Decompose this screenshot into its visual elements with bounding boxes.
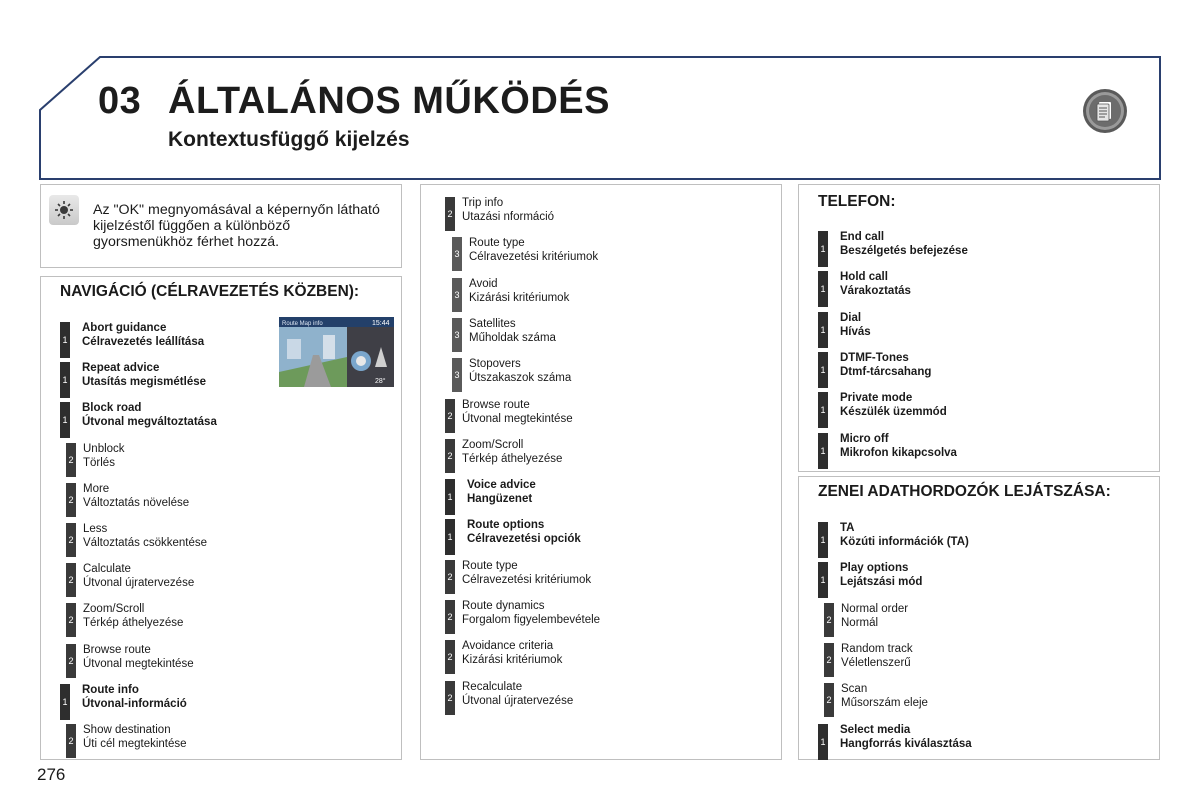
menu-item-en: Random track <box>841 642 913 655</box>
menu-level-badge: 2 <box>66 483 76 517</box>
menu-item-en: Unblock <box>83 442 125 455</box>
menu-item-hu: Törlés <box>83 456 115 469</box>
menu-item-text <box>840 561 922 589</box>
menu-item-text <box>83 442 125 470</box>
thumbnail-status: Route Map info <box>282 321 323 327</box>
menu-item-en: Play options <box>840 562 909 575</box>
menu-item-en: Repeat advice <box>82 362 160 375</box>
menu-level-badge: 1 <box>60 322 70 358</box>
menu-item-text <box>82 683 187 711</box>
menu-item-hu: Célravezetési kritériumok <box>462 573 592 586</box>
intro-text: Az "OK" megnyomásával a képernyőn látható kijelzéstől függően a különböző gyorsmenükhöz férhet hozzá. <box>93 202 380 250</box>
media-title: ZENEI ADATHORDOZÓK LEJÁTSZÁSA: <box>818 483 1111 500</box>
menu-item-text <box>462 680 573 708</box>
menu-item-en: Recalculate <box>462 680 523 693</box>
menu-level-badge: 2 <box>445 197 455 231</box>
menu-level-badge: 2 <box>445 399 455 433</box>
menu-item-en: Zoom/Scroll <box>83 603 145 616</box>
telefon-title: TELEFON: <box>818 193 896 210</box>
media-panel <box>798 476 1160 760</box>
menu-item-en: Trip info <box>462 197 504 209</box>
menu-level-badge: 2 <box>824 643 834 677</box>
menu-item-text <box>841 682 928 710</box>
menu-item-en: Browse route <box>83 643 151 656</box>
menu-level-badge: 1 <box>60 684 70 720</box>
menu-item-text <box>841 602 908 630</box>
menu-item-en: Browse route <box>462 398 530 411</box>
menu-item-hu: Műholdak száma <box>469 331 556 344</box>
menu-item-en: Private mode <box>840 392 913 405</box>
menu-level-badge: 1 <box>818 231 828 267</box>
menu-item-en: Route dynamics <box>462 600 545 612</box>
menu-level-badge: 2 <box>66 563 76 597</box>
menu-level-badge: 2 <box>66 443 76 477</box>
menu-level-badge: 1 <box>818 312 828 348</box>
menu-level-badge: 3 <box>452 318 462 352</box>
navigation-continued-panel <box>420 184 782 760</box>
menu-item-en: TA <box>840 522 855 534</box>
menu-item-hu: Úti cél megtekintése <box>83 738 187 750</box>
menu-item-text <box>469 357 571 385</box>
page-title: ÁLTALÁNOS MŰKÖDÉS <box>168 80 610 122</box>
menu-item-hu: Célravezetési opciók <box>467 533 581 546</box>
menu-item-hu: Kizárási kritériumok <box>462 654 563 667</box>
menu-item-hu: Utasítás megismétlése <box>82 376 207 389</box>
menu-item-en: More <box>83 482 110 495</box>
menu-item-hu: Útvonal újratervezése <box>462 694 574 707</box>
menu-item-text <box>462 599 600 627</box>
menu-item-hu: Térkép áthelyezése <box>462 452 563 465</box>
menu-item-text <box>840 432 957 460</box>
menu-item-text <box>462 559 591 587</box>
menu-item-en: Calculate <box>83 563 131 576</box>
menu-item-en: Route info <box>82 683 139 696</box>
menu-level-badge: 1 <box>60 362 70 398</box>
menu-item-hu: Útvonal-információ <box>82 697 187 710</box>
menu-item-text <box>840 351 931 379</box>
menu-level-badge: 2 <box>445 560 455 594</box>
menu-level-badge: 1 <box>818 522 828 558</box>
menu-item-text <box>469 317 556 345</box>
menu-item-hu: Hangforrás kiválasztása <box>840 737 972 750</box>
menu-item-en: Dial <box>840 311 862 324</box>
menu-item-text <box>840 391 947 419</box>
menu-item-text <box>82 361 206 389</box>
menu-level-badge: 2 <box>66 724 76 758</box>
menu-level-badge: 3 <box>452 358 462 392</box>
menu-item-hu: Beszélgetés befejezése <box>840 245 968 257</box>
menu-item-en: Abort guidance <box>82 322 167 334</box>
navigation-title: NAVIGÁCIÓ (CÉLRAVEZETÉS KÖZBEN): <box>60 283 360 300</box>
menu-item-en: Micro off <box>840 432 889 445</box>
menu-item-en: Normal order <box>841 602 909 615</box>
menu-item-hu: Műsorszám eleje <box>841 697 928 710</box>
menu-item-en: Route type <box>469 237 525 250</box>
menu-item-text <box>462 438 562 466</box>
menu-item-hu: Utazási nformáció <box>462 211 555 223</box>
menu-level-badge: 1 <box>818 724 828 760</box>
menu-level-badge: 1 <box>818 392 828 428</box>
menu-item-hu: Változtatás csökkentése <box>83 537 208 549</box>
menu-level-badge: 3 <box>452 278 462 312</box>
menu-item-en: Avoid <box>469 277 498 290</box>
menu-item-en: Less <box>83 523 108 535</box>
menu-item-hu: Célravezetés leállítása <box>82 336 205 348</box>
menu-item-hu: Hívás <box>840 325 871 338</box>
menu-item-en: End call <box>840 231 885 243</box>
menu-level-badge: 2 <box>445 681 455 715</box>
menu-level-badge: 2 <box>66 644 76 678</box>
menu-item-en: Avoidance criteria <box>462 640 554 653</box>
menu-level-badge: 3 <box>452 237 462 271</box>
menu-item-en: Route type <box>462 559 518 572</box>
menu-level-badge: 1 <box>445 479 455 515</box>
menu-item-text <box>82 321 204 349</box>
page-subtitle: Kontextusfüggő kijelzés <box>168 128 410 151</box>
thumbnail-temp: 28° <box>375 378 386 385</box>
menu-item-text <box>83 482 189 510</box>
menu-item-text <box>840 270 911 298</box>
chapter-number: 03 <box>98 80 142 122</box>
menu-level-badge: 2 <box>66 523 76 557</box>
dial-knob-icon <box>49 195 79 225</box>
menu-item-text <box>469 277 569 305</box>
menu-item-text <box>841 642 913 670</box>
menu-level-badge: 2 <box>824 603 834 637</box>
page-number: 276 <box>37 765 66 784</box>
menu-item-hu: Hangüzenet <box>467 493 533 506</box>
menu-item-text <box>840 311 871 339</box>
menu-item-en: Select media <box>840 723 911 736</box>
menu-level-badge: 2 <box>66 603 76 637</box>
menu-item-en: Zoom/Scroll <box>462 438 524 451</box>
menu-item-text <box>840 723 972 751</box>
menu-item-hu: Útszakaszok száma <box>469 372 572 385</box>
menu-level-badge: 1 <box>60 402 70 438</box>
menu-item-hu: Véletlenszerű <box>841 656 911 669</box>
document-icon <box>1082 88 1128 134</box>
thumbnail-time: 15:44 <box>372 320 390 327</box>
intro-panel <box>40 184 402 268</box>
navigation-panel <box>40 276 402 760</box>
screen-thumbnail <box>279 317 394 387</box>
menu-level-badge: 1 <box>818 271 828 307</box>
menu-item-text <box>83 602 183 630</box>
menu-item-hu: Útvonal megtekintése <box>462 412 573 425</box>
menu-item-hu: Normál <box>841 616 879 629</box>
menu-level-badge: 2 <box>445 640 455 674</box>
menu-item-text <box>469 236 598 264</box>
menu-item-en: Satellites <box>469 317 516 330</box>
telefon-panel <box>798 184 1160 472</box>
menu-item-hu: Kizárási kritériumok <box>469 291 570 304</box>
menu-item-hu: Célravezetési kritériumok <box>469 251 599 264</box>
menu-item-text <box>840 521 969 549</box>
menu-item-en: Route options <box>467 519 545 532</box>
menu-level-badge: 2 <box>824 683 834 717</box>
menu-item-hu: Közúti információk (TA) <box>840 536 969 548</box>
menu-level-badge: 2 <box>445 439 455 473</box>
menu-item-hu: Útvonal megváltoztatása <box>82 416 217 429</box>
menu-item-text <box>467 518 581 546</box>
menu-item-text <box>83 643 194 671</box>
menu-item-hu: Útvonal újratervezése <box>83 577 195 590</box>
menu-item-hu: Dtmf-tárcsahang <box>840 365 932 378</box>
menu-item-en: Show destination <box>83 724 171 736</box>
menu-item-text <box>462 398 573 426</box>
menu-item-text <box>82 401 217 429</box>
menu-item-hu: Térkép áthelyezése <box>83 617 184 630</box>
menu-level-badge: 1 <box>818 562 828 598</box>
menu-level-badge: 2 <box>445 600 455 634</box>
menu-item-en: Voice advice <box>467 479 536 492</box>
menu-level-badge: 1 <box>818 433 828 469</box>
menu-item-hu: Készülék üzemmód <box>840 406 947 419</box>
menu-item-hu: Forgalom figyelembevétele <box>462 614 601 626</box>
menu-item-text <box>83 522 207 550</box>
menu-item-en: Block road <box>82 402 142 415</box>
menu-item-hu: Várakoztatás <box>840 285 911 298</box>
menu-item-en: Hold call <box>840 271 888 284</box>
menu-item-en: Scan <box>841 683 868 696</box>
menu-item-hu: Mikrofon kikapcsolva <box>840 446 957 459</box>
menu-item-text <box>83 562 194 590</box>
menu-item-text <box>83 723 187 751</box>
menu-item-en: Stopovers <box>469 358 521 371</box>
menu-level-badge: 1 <box>445 519 455 555</box>
menu-level-badge: 1 <box>818 352 828 388</box>
menu-item-hu: Lejátszási mód <box>840 576 923 589</box>
menu-item-hu: Változtatás növelése <box>83 496 190 509</box>
menu-item-text <box>462 196 554 224</box>
menu-item-en: DTMF-Tones <box>840 351 909 364</box>
menu-item-text <box>462 639 562 667</box>
menu-item-text <box>840 230 968 258</box>
menu-item-text <box>467 478 536 506</box>
menu-item-hu: Útvonal megtekintése <box>83 657 194 670</box>
